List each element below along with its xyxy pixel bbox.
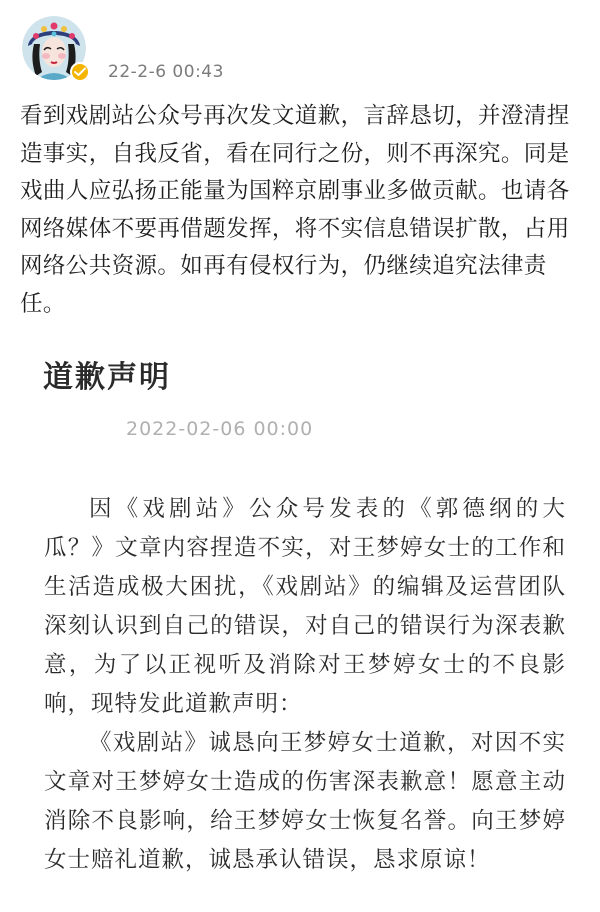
statement-paragraph: 《戏剧站》诚恳向王梦婷女士道歉，对因不实文章对王梦婷女士造成的伤害深表歉意！愿意主动消除不良影响，给王梦婷女士恢复名誉。向王梦婷女士赔礼道歉，诚恳承认错误，恳求原谅！ [44, 730, 566, 873]
statement-paragraph: 因《戏剧站》公众号发表的《郭德纲的大瓜？》文章内容捏造不实，对王梦婷女士的工作和生活造成极大困扰，《戏剧站》的编辑及运营团队深刻认识到自己的错误，对自己的错误行为深表歉意，为了以正视听及消除对王梦婷女士的不良影响，现特发此道歉声明： [44, 496, 566, 717]
verified-badge [70, 62, 90, 82]
verified-badge-icon [74, 67, 86, 77]
post-timestamp: 22-2-6 00:43 [108, 62, 224, 82]
apology-statement-card[interactable] [0, 340, 600, 912]
post-header [20, 14, 580, 86]
post-text: 看到戏剧站公众号再次发文道歉，言辞恳切，并澄清捏造事实，自我反省，看在同行之份，则不再深究。同是戏曲人应弘扬正能量为国粹京剧事业多做贡献。也请各网络媒体不要再借题发挥，将不实信息错误扩散，占用网络公共资源。如再有侵权行为，仍继续追究法律责任。 [20, 103, 570, 317]
statement-title: 道歉声明 [43, 360, 171, 395]
statement-body [44, 490, 566, 880]
statement-date: 2022-02-06 00:00 [126, 418, 314, 440]
